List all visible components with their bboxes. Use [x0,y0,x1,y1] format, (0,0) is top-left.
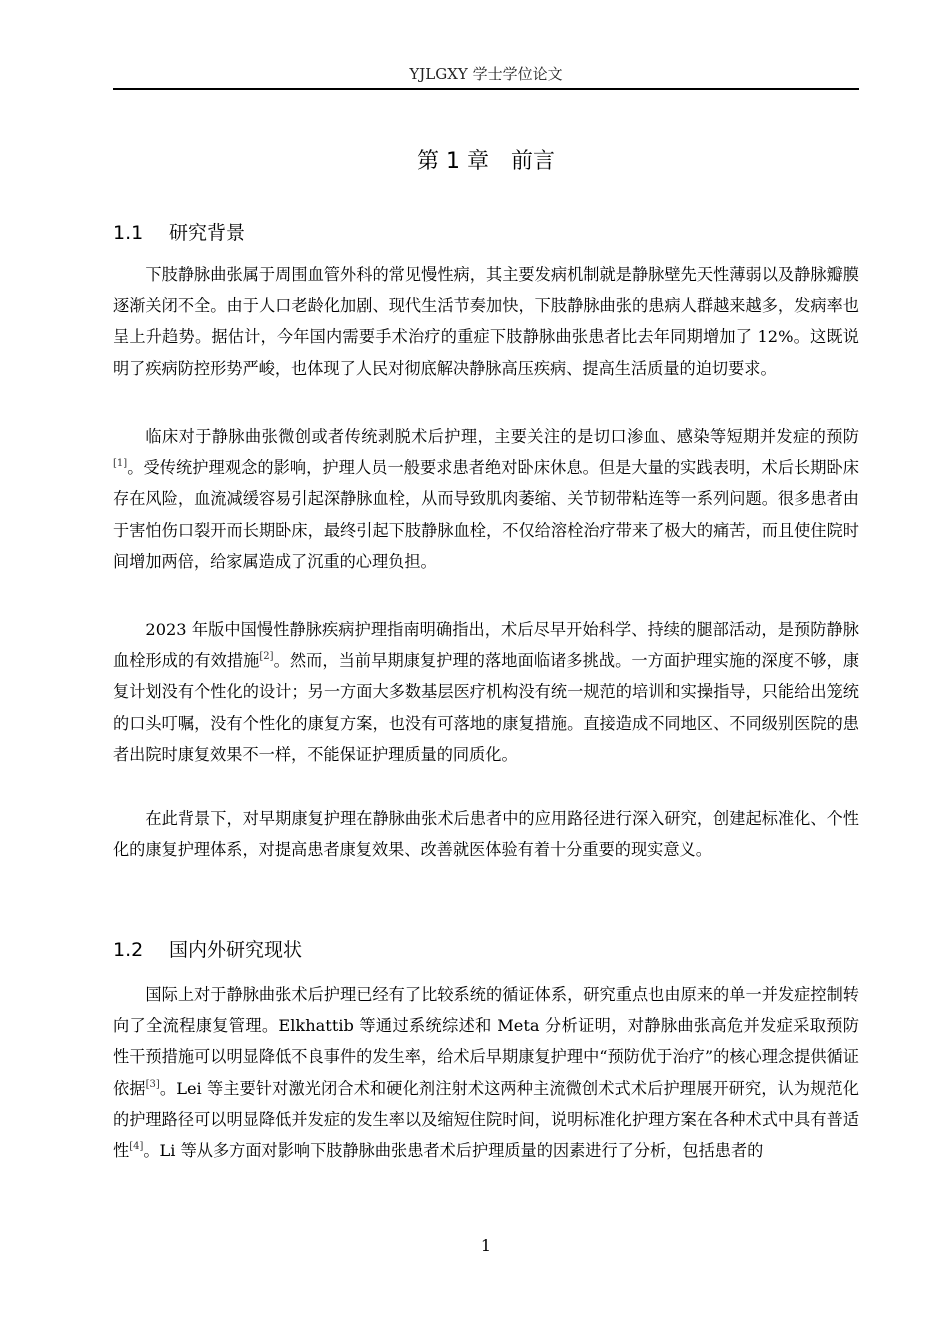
page-number: 1 [480,1236,492,1255]
section-number: 1.1 [113,222,144,244]
section-title: 研究背景 [169,222,246,244]
paragraph-text: 。Lei 等主要针对激光闭合术和硬化剂注射术这两种主流微创术式术后护理展开研究，认为规范化的护理路径可以明显降低并发症的发生率以及缩短住院时间，说明标准化护理方案在各种术式中具有普适性 [113,1078,859,1161]
paragraph-background-1: 下肢静脉曲张属于周围血管外科的常见慢性病，其主要发病机制就是静脉壁先天性薄弱以及静脉瓣膜逐渐关闭不全。由于人口老龄化加剧、现代生活节奏加快，下肢静脉曲张的患病人群越来越多，发病率也呈上升趋势。据估计，今年国内需要手术治疗的重症下肢静脉曲张患者比去年同期增加了 12%。这既说明了疾病防控形势严峻，也体现了人民对彻底解决静脉高压疾病、提高生活质量的迫切要求。 [113,265,859,378]
header-rule [113,88,859,90]
citation-4: [4] [129,1141,144,1153]
paragraph-text: 。Li 等从多方面对影响下肢静脉曲张患者术后护理质量的因素进行了分析，包括患者的 [143,1141,764,1161]
section-title: 国内外研究现状 [169,939,303,961]
paragraph-text: 2023 年版中国慢性静脉疾病护理指南明确指出，术后尽早开始科学、持续的腿部活动，是预防静脉血栓形成的有效措施 [113,620,859,671]
paragraph-background-4: 在此背景下，对早期康复护理在静脉曲张术后患者中的应用路径进行深入研究，创建起标准化、个性化的康复护理体系，对提高患者康复效果、改善就医体验有着十分重要的现实意义。 [113,809,859,860]
paragraph-text: 。受传统护理观念的影响，护理人员一般要求患者绝对卧床休息。但是大量的实践表明，术后长期卧床存在风险，血流减缓容易引起深静脉血栓，从而导致肌肉萎缩、关节韧带粘连等一系列问题。很多患者由于害怕伤口裂开而长期卧床，最终引起下肢静脉血栓，不仅给溶栓治疗带来了极大的痛苦，而且使住院时间增加两倍，给家属造成了沉重的心理负担。 [113,458,859,571]
paragraph-background-2 [113,421,859,577]
section-number: 1.2 [113,939,144,961]
chapter-heading [113,146,859,178]
paragraph-text: 国际上对于静脉曲张术后护理已经有了比较系统的循证体系，研究重点也由原来的单一并发症控制转向了全流程康复管理。Elkhattib 等通过系统综述和 Meta 分析证明，对静脉曲张高危并发症采取预防性干预措施可以明显降低不良事件的发生率，给术后早期康复护理中“预防优于治疗”的核心理念提供循证依据 [113,985,859,1098]
section-heading-1-2 [113,937,302,963]
chapter-title: 前言 [510,149,555,174]
running-header: YJLGXY 学士学位论文 [409,65,563,83]
chapter-number: 第 1 章 [417,149,489,174]
paragraph-research-status-1 [113,979,859,1166]
citation-3: [3] [145,1078,160,1090]
citation-1: [1] [113,458,128,470]
citation-2: [2] [259,651,274,663]
paragraph-text: 临床对于静脉曲张微创或者传统剥脱术后护理，主要关注的是切口渗血、感染等短期并发症的预防 [145,427,859,446]
section-heading-1-1 [113,220,245,246]
paragraph-background-3 [113,614,859,770]
paragraph-text: 。然而，当前早期康复护理的落地面临诸多挑战。一方面护理实施的深度不够，康复计划没有个性化的设计；另一方面大多数基层医疗机构没有统一规范的培训和实操指导，只能给出笼统的口头叮嘱，没有个性化的康复方案，也没有可落地的康复措施。直接造成不同地区、不同级别医院的患者出院时康复效果不一样，不能保证护理质量的同质化。 [113,651,860,764]
